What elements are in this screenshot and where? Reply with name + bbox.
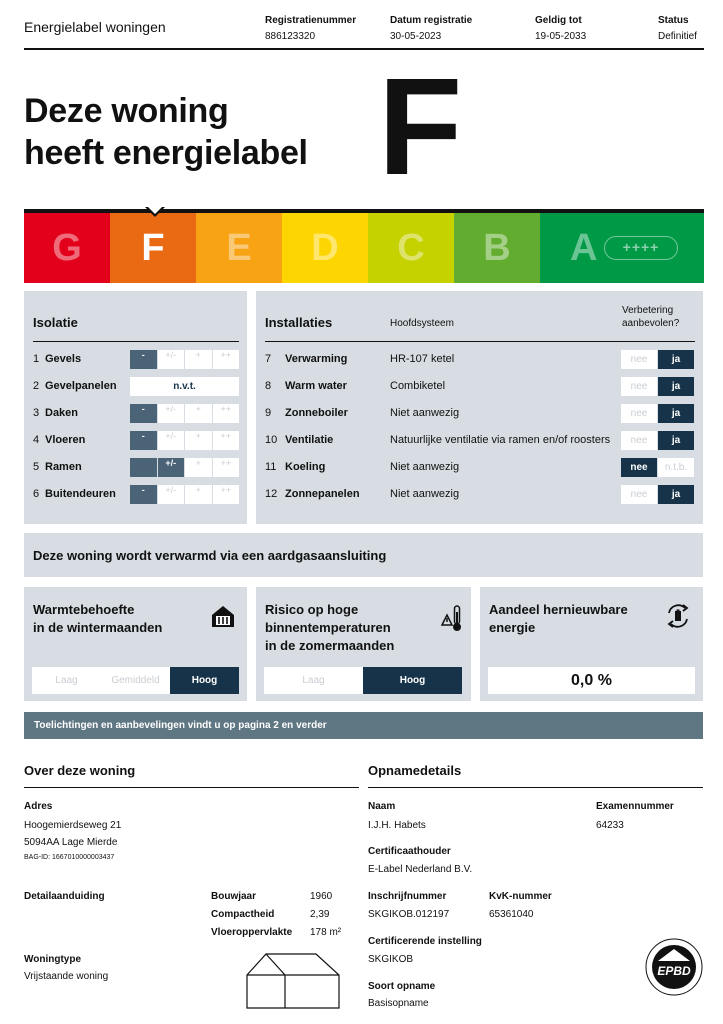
warmte-option-gemiddeld: Gemiddeld bbox=[101, 667, 170, 694]
installatie-system: HR-107 ketel bbox=[390, 353, 455, 365]
label-plus-pill: ++++ bbox=[604, 236, 678, 260]
isolatie-scale bbox=[130, 404, 240, 423]
isolatie-scale-cell: +/- bbox=[158, 431, 185, 450]
installatie-item-verwarming: Verwarming bbox=[285, 353, 348, 365]
bag-id: BAG-ID: 1667010000003437 bbox=[24, 854, 115, 861]
label-segment-b: B bbox=[454, 213, 540, 283]
verbetering-toggle bbox=[621, 377, 695, 396]
installatie-num: 9 bbox=[265, 407, 272, 419]
installatie-num: 7 bbox=[265, 353, 272, 365]
kvk-value: 65361040 bbox=[489, 909, 534, 920]
over-rule bbox=[24, 787, 359, 788]
warmte-title: Warmtebehoefte in de wintermaanden bbox=[33, 602, 163, 635]
house-heating-icon bbox=[210, 603, 236, 629]
installatie-num: 12 bbox=[265, 488, 278, 500]
soort-label: Soort opname bbox=[368, 981, 436, 992]
epbd-seal-icon bbox=[644, 937, 704, 997]
hernieuwbaar-panel bbox=[480, 587, 703, 701]
header-divider bbox=[24, 48, 704, 50]
verbetering-toggle bbox=[621, 431, 695, 450]
kvk-label: KvK-nummer bbox=[489, 891, 552, 902]
isolatie-scale-cell: ++ bbox=[213, 458, 240, 477]
installatie-item-zonnepanelen: Zonnepanelen bbox=[285, 488, 360, 500]
isolatie-item-vloeren: Vloeren bbox=[45, 434, 86, 446]
isolatie-item-daken: Daken bbox=[45, 407, 79, 419]
isolatie-num: 1 bbox=[33, 353, 40, 365]
risico-option-laag: Laag bbox=[264, 667, 363, 694]
adres-label: Adres bbox=[24, 801, 53, 812]
installatie-num: 11 bbox=[265, 461, 277, 473]
label-segment-f: F bbox=[110, 213, 196, 283]
risico-panel bbox=[256, 587, 471, 701]
gas-panel bbox=[24, 533, 703, 577]
gas-text: Deze woning wordt verwarmd via een aardgasaansluiting bbox=[33, 548, 387, 563]
isolatie-num: 6 bbox=[33, 488, 40, 500]
isolatie-scale-cell: +/- bbox=[158, 404, 185, 423]
verbetering-toggle bbox=[621, 404, 695, 423]
isolatie-scale-cell: +/- bbox=[158, 485, 185, 504]
isolatie-scale-cell bbox=[130, 458, 157, 477]
instelling-label: Certificerende instelling bbox=[368, 936, 482, 947]
warmte-option-hoog: Hoog bbox=[170, 667, 239, 694]
inschrijf-label: Inschrijfnummer bbox=[368, 891, 447, 902]
isolatie-scale-cell: - bbox=[130, 350, 157, 369]
naam-label: Naam bbox=[368, 801, 396, 812]
isolatie-scale-cell: +/- bbox=[158, 458, 185, 477]
label-segment-e: E bbox=[196, 213, 282, 283]
verbetering-option: ja bbox=[658, 404, 694, 423]
examen-label: Examennummer bbox=[596, 801, 674, 812]
compact-value: 2,39 bbox=[310, 909, 330, 920]
installaties-panel bbox=[256, 291, 703, 524]
label-segment-a: A bbox=[540, 213, 704, 283]
verbetering-option: nee bbox=[621, 485, 657, 504]
verbetering-option: ja bbox=[658, 377, 694, 396]
toelichting-banner: Toelichtingen en aanbevelingen vindt u op pagina 2 en verder bbox=[24, 712, 703, 739]
naam-value: I.J.H. Habets bbox=[368, 820, 426, 831]
isolatie-value-nvt: n.v.t. bbox=[130, 377, 239, 396]
isolatie-num: 3 bbox=[33, 407, 40, 419]
isolatie-scale-cell: + bbox=[185, 431, 212, 450]
col-verbetering: Verbetering aanbevolen? bbox=[622, 305, 680, 329]
verbetering-option: n.t.b. bbox=[658, 458, 694, 477]
house-outline-icon bbox=[244, 950, 342, 1012]
isolatie-num: 4 bbox=[33, 434, 40, 446]
verbetering-option: nee bbox=[621, 458, 657, 477]
warmte-panel bbox=[24, 587, 247, 701]
label-segment-g: G bbox=[24, 213, 110, 283]
opname-title: Opnamedetails bbox=[368, 763, 462, 778]
header-datum-registratie: Datum registratie 30-05-2023 bbox=[390, 15, 473, 42]
risico-option-hoog: Hoog bbox=[363, 667, 462, 694]
inschrijf-value: SKGIKOB.012197 bbox=[368, 909, 450, 920]
verbetering-option: ja bbox=[658, 431, 694, 450]
isolatie-scale-cell: + bbox=[185, 350, 212, 369]
isolatie-num: 5 bbox=[33, 461, 40, 473]
verbetering-option: ja bbox=[658, 350, 694, 369]
installatie-system: Niet aanwezig bbox=[390, 461, 460, 473]
isolatie-scale-cell: + bbox=[185, 485, 212, 504]
isolatie-scale-cell: ++ bbox=[213, 350, 240, 369]
isolatie-item-ramen: Ramen bbox=[45, 461, 82, 473]
isolatie-item-buitendeuren: Buitendeuren bbox=[45, 488, 116, 500]
header-status: Status Definitief bbox=[658, 15, 697, 42]
isolatie-scale bbox=[130, 350, 240, 369]
installatie-system: Niet aanwezig bbox=[390, 407, 460, 419]
isolatie-scale bbox=[130, 458, 240, 477]
risico-scale bbox=[264, 667, 462, 694]
col-hoofdsysteem: Hoofdsysteem bbox=[390, 318, 454, 329]
energy-label-letter: F bbox=[378, 50, 463, 204]
isolatie-scale-cell: ++ bbox=[213, 485, 240, 504]
thermometer-warning-icon bbox=[440, 603, 464, 633]
compact-label: Compactheid bbox=[211, 909, 275, 920]
installatie-system: Natuurlijke ventilatie via ramen en/of roosters bbox=[390, 434, 611, 446]
headline: Deze woning heeft energielabel bbox=[24, 92, 308, 172]
isolatie-num: 2 bbox=[33, 380, 40, 392]
document-title: Energielabel woningen bbox=[24, 19, 166, 35]
hernieuwbaar-title: Aandeel hernieuwbare energie bbox=[489, 602, 628, 635]
detail-label: Detailaanduiding bbox=[24, 891, 105, 902]
warmte-scale bbox=[32, 667, 239, 694]
vloer-label: Vloeroppervlakte bbox=[211, 927, 293, 938]
isolatie-item-gevels: Gevels bbox=[45, 353, 82, 365]
isolatie-title: Isolatie bbox=[33, 315, 78, 330]
installaties-title: Installaties bbox=[265, 315, 333, 330]
recycle-battery-icon bbox=[664, 602, 692, 630]
instelling-value: SKGIKOB bbox=[368, 954, 414, 965]
installatie-item-ventilatie: Ventilatie bbox=[285, 434, 334, 446]
installatie-system: Combiketel bbox=[390, 380, 446, 392]
header-registratienummer: Registratienummer 886123320 bbox=[265, 15, 357, 42]
label-segment-d: D bbox=[282, 213, 368, 283]
opname-rule bbox=[368, 787, 703, 788]
energy-label-bar bbox=[24, 213, 704, 283]
isolatie-scale-cell: ++ bbox=[213, 431, 240, 450]
isolatie-scale-cell: + bbox=[185, 404, 212, 423]
isolatie-scale bbox=[130, 485, 240, 504]
vloer-value: 178 m² bbox=[310, 927, 342, 938]
isolatie-scale-cell: ++ bbox=[213, 404, 240, 423]
label-segment-c: C bbox=[368, 213, 454, 283]
header-geldig-tot: Geldig tot 19-05-2033 bbox=[535, 15, 587, 42]
installatie-num: 10 bbox=[265, 434, 278, 446]
verbetering-option: nee bbox=[621, 350, 657, 369]
isolatie-scale bbox=[130, 431, 240, 450]
isolatie-scale-cell: - bbox=[130, 431, 157, 450]
installaties-rule bbox=[265, 341, 695, 342]
installatie-item-koeling: Koeling bbox=[285, 461, 326, 473]
verbetering-toggle bbox=[621, 350, 695, 369]
installatie-system: Niet aanwezig bbox=[390, 488, 460, 500]
isolatie-scale-cell: - bbox=[130, 485, 157, 504]
installatie-num: 8 bbox=[265, 380, 272, 392]
bouwjaar-label: Bouwjaar bbox=[211, 891, 257, 902]
adres-line1: Hoogemierdseweg 21 bbox=[24, 820, 122, 831]
isolatie-scale-cell: - bbox=[130, 404, 157, 423]
isolatie-scale-cell: +/- bbox=[158, 350, 185, 369]
bouwjaar-value: 1960 bbox=[310, 891, 333, 902]
isolatie-panel bbox=[24, 291, 247, 524]
isolatie-rule bbox=[33, 341, 239, 342]
hernieuwbaar-value: 0,0 % bbox=[488, 667, 695, 694]
risico-title: Risico op hoge binnentemperaturen in de zomermaanden bbox=[265, 602, 395, 653]
warmte-option-laag: Laag bbox=[32, 667, 101, 694]
epbd-logo-text: EPBD bbox=[657, 964, 691, 978]
over-title: Over deze woning bbox=[24, 763, 136, 778]
isolatie-scale-cell: + bbox=[185, 458, 212, 477]
adres-line2: 5094AA Lage Mierde bbox=[24, 837, 118, 848]
verbetering-toggle bbox=[621, 458, 695, 477]
verbetering-option: ja bbox=[658, 485, 694, 504]
isolatie-item-gevelpanelen: Gevelpanelen bbox=[45, 380, 117, 392]
installatie-item-zonneboiler: Zonneboiler bbox=[285, 407, 348, 419]
soort-value: Basisopname bbox=[368, 998, 429, 1009]
woningtype-value: Vrijstaande woning bbox=[24, 971, 109, 982]
woningtype-label: Woningtype bbox=[24, 954, 82, 965]
installatie-item-warm-water: Warm water bbox=[285, 380, 347, 392]
verbetering-option: nee bbox=[621, 404, 657, 423]
active-label-pointer-inner bbox=[148, 207, 162, 214]
verbetering-toggle bbox=[621, 485, 695, 504]
cert-label: Certificaathouder bbox=[368, 846, 451, 857]
verbetering-option: nee bbox=[621, 431, 657, 450]
verbetering-option: nee bbox=[621, 377, 657, 396]
cert-value: E-Label Nederland B.V. bbox=[368, 864, 473, 875]
examen-value: 64233 bbox=[596, 820, 624, 831]
